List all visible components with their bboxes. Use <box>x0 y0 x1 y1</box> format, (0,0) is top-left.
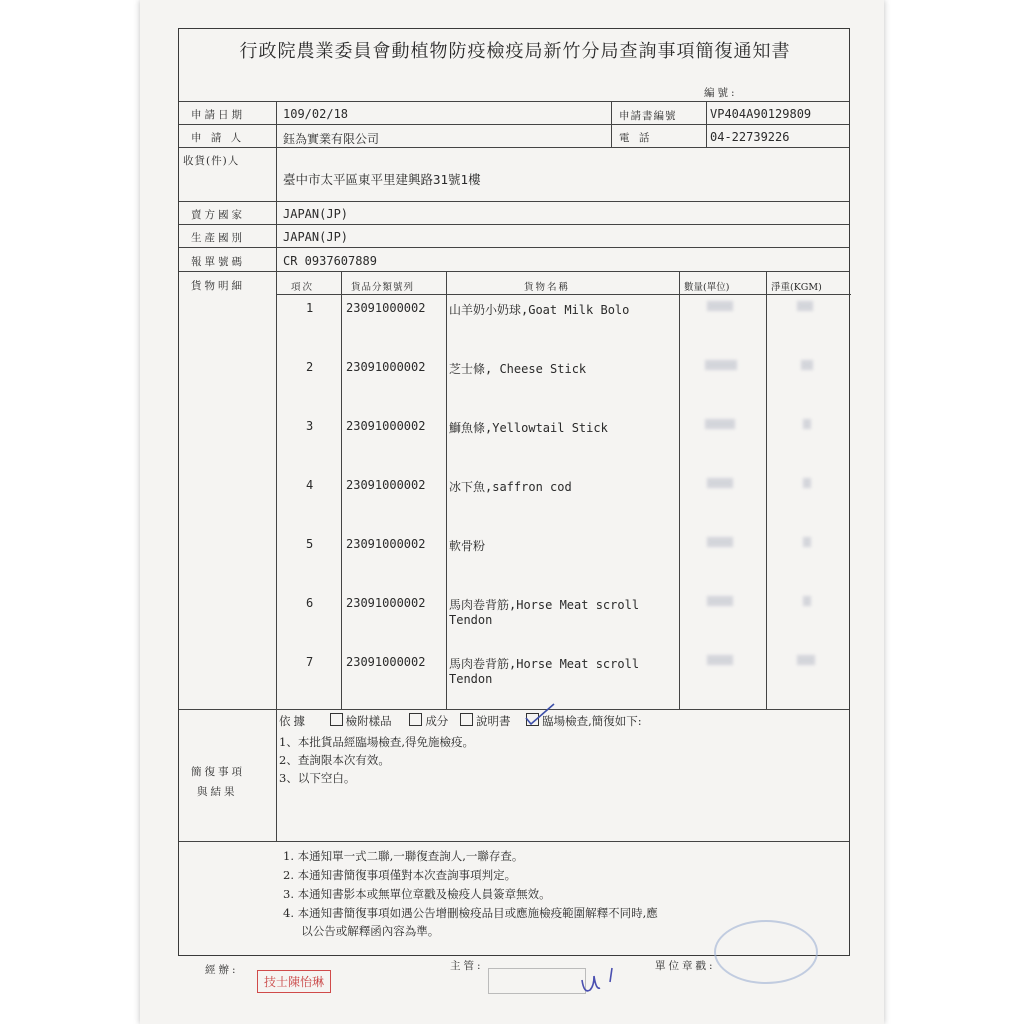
option-sample[interactable]: 檢附樣品 <box>330 714 392 728</box>
checkbox-sample[interactable] <box>330 713 343 726</box>
phone-label: 電 話 <box>619 132 653 144</box>
official-seal <box>714 920 818 984</box>
row1-name: 山羊奶小奶球,Goat Milk Bolo <box>449 303 630 317</box>
handler-stamp: 技士陳怡琳 <box>257 970 331 993</box>
option-manual[interactable]: 說明書 <box>460 714 511 728</box>
seller-country-label: 賣方國家 <box>191 209 245 221</box>
col-header-weight: 淨重(KGM) <box>771 282 822 293</box>
row3-name: 鰤魚條,Yellowtail Stick <box>449 421 608 435</box>
row4-no: 4 <box>306 478 314 492</box>
option-onsite[interactable]: 臨場檢查,簡復如下: <box>526 714 642 728</box>
check-mark-icon <box>524 702 558 728</box>
row2-name: 芝士條, Cheese Stick <box>449 362 587 376</box>
unit-seal-label: 單位章戳: <box>655 960 716 972</box>
supervisor-label: 主管: <box>450 960 484 972</box>
note-2: 2. 本通知書簡復事項僅對本次查詢事項判定。 <box>283 868 517 882</box>
row7-no: 7 <box>306 655 314 669</box>
origin-label: 生產國別 <box>191 232 245 244</box>
col-header-name: 貨物名稱 <box>524 282 571 293</box>
row3-code: 23091000002 <box>346 419 426 433</box>
result-label-2: 與結果 <box>197 786 238 798</box>
apply-no-value: VP404A90129809 <box>710 107 812 121</box>
checkbox-manual[interactable] <box>460 713 473 726</box>
page-title: 行政院農業委員會動植物防疫檢疫局新竹分局查詢事項簡復通知書 <box>239 41 791 62</box>
waybill-label: 報單號碼 <box>191 256 245 268</box>
apply-no-label: 申請書編號 <box>619 110 677 122</box>
row5-code: 23091000002 <box>346 537 426 551</box>
note-4: 4. 本通知書簡復事項如遇公告增刪檢疫品目或應施檢疫範圍解釋不同時,應 <box>283 906 658 920</box>
row7-name: 馬肉卷背筋,Horse Meat scroll <box>449 657 640 671</box>
applicant-label: 申 請 人 <box>191 132 245 144</box>
basis-line <box>279 713 642 729</box>
consignee-address: 臺中市太平區東平里建興路31號1樓 <box>283 172 481 187</box>
row3-no: 3 <box>306 419 314 433</box>
row1-no: 1 <box>306 301 314 315</box>
row6-name: 馬肉卷背筋,Horse Meat scroll <box>449 598 640 612</box>
number-label: 編號: <box>704 87 738 99</box>
row2-code: 23091000002 <box>346 360 426 374</box>
result-line-3: 3、以下空白。 <box>279 771 356 785</box>
row6-code: 23091000002 <box>346 596 426 610</box>
basis-label: 依據 <box>279 714 308 728</box>
note-1: 1. 本通知單一式二聯,一聯復查詢人,一聯存查。 <box>283 849 524 863</box>
phone-value: 04-22739226 <box>710 130 790 144</box>
row5-name: 軟骨粉 <box>449 539 486 553</box>
row7-code: 23091000002 <box>346 655 426 669</box>
seller-country-value: JAPAN(JP) <box>283 207 349 221</box>
waybill-value: CR 0937607889 <box>283 254 377 268</box>
notice-form <box>178 28 850 956</box>
row4-code: 23091000002 <box>346 478 426 492</box>
consignee-label: 收貨(件)人 <box>183 155 240 167</box>
handler-label: 經辦: <box>205 964 239 976</box>
note-4-cont: 以公告或解釋函內容為準。 <box>283 924 440 938</box>
supervisor-stamp <box>488 968 586 994</box>
col-header-no: 項次 <box>291 282 315 293</box>
signature-icon <box>578 960 628 1000</box>
row7-name-cont: Tendon <box>449 672 493 686</box>
apply-date-label: 申請日期 <box>191 109 245 121</box>
row4-name: 冰下魚,saffron cod <box>449 480 572 494</box>
row2-no: 2 <box>306 360 314 374</box>
row5-no: 5 <box>306 537 314 551</box>
row1-code: 23091000002 <box>346 301 426 315</box>
row6-no: 6 <box>306 596 314 610</box>
row6-name-cont: Tendon <box>449 613 493 627</box>
note-3: 3. 本通知書影本或無單位章戳及檢疫人員簽章無效。 <box>283 887 551 901</box>
result-label-1: 簡復事項 <box>191 766 245 778</box>
col-header-code: 貨品分類號列 <box>351 282 415 293</box>
result-line-2: 2、查詢限本次有效。 <box>279 753 390 767</box>
origin-value: JAPAN(JP) <box>283 230 349 244</box>
result-line-1: 1、本批貨品經臨場檢查,得免施檢疫。 <box>279 735 474 749</box>
checkbox-ingredient[interactable] <box>409 713 422 726</box>
apply-date-value: 109/02/18 <box>283 107 349 121</box>
option-ingredient[interactable]: 成分 <box>409 714 448 728</box>
applicant-value: 鈺為實業有限公司 <box>283 132 380 146</box>
goods-section-label: 貨物明細 <box>191 280 245 292</box>
col-header-qty: 數量(單位) <box>684 282 730 293</box>
